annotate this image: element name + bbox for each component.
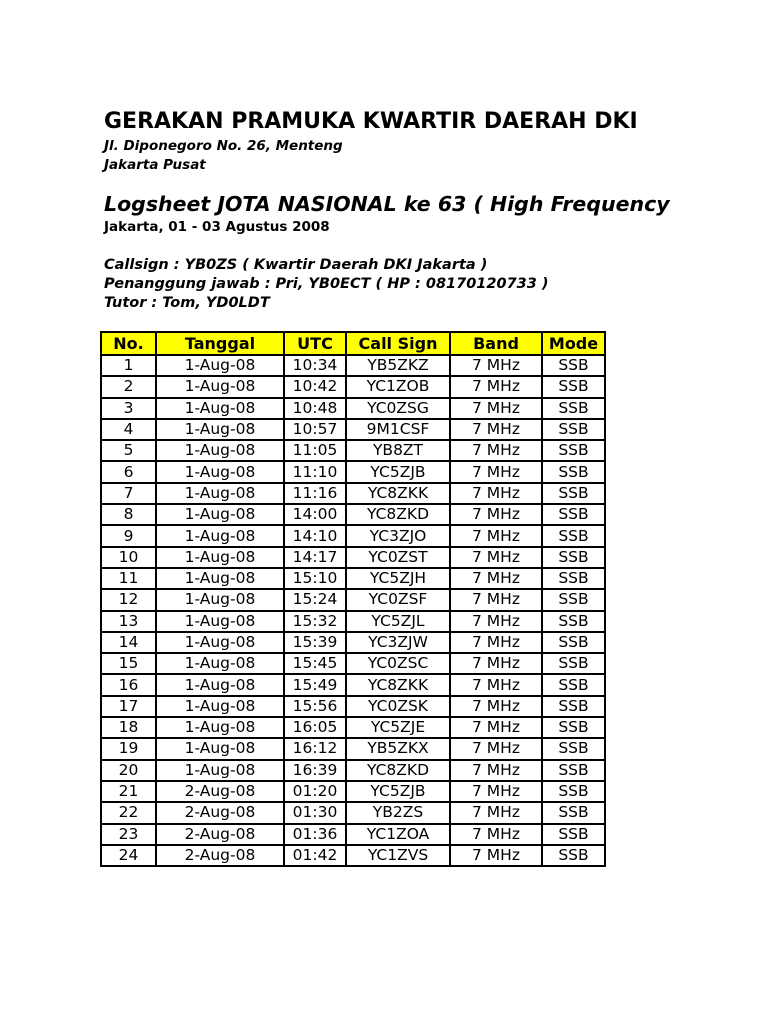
cell-mode: SSB bbox=[542, 568, 605, 589]
cell-mode: SSB bbox=[542, 632, 605, 653]
cell-utc: 10:48 bbox=[284, 398, 346, 419]
cell-band: 7 MHz bbox=[450, 696, 542, 717]
cell-tanggal: 1-Aug-08 bbox=[156, 738, 284, 759]
cell-no: 11 bbox=[101, 568, 156, 589]
cell-band: 7 MHz bbox=[450, 589, 542, 610]
table-row bbox=[101, 738, 605, 759]
cell-band: 7 MHz bbox=[450, 440, 542, 461]
table-row bbox=[101, 802, 605, 823]
cell-mode: SSB bbox=[542, 398, 605, 419]
cell-call-sign: YC3ZJO bbox=[346, 525, 450, 546]
cell-mode: SSB bbox=[542, 483, 605, 504]
table-row bbox=[101, 547, 605, 568]
cell-band: 7 MHz bbox=[450, 547, 542, 568]
cell-mode: SSB bbox=[542, 461, 605, 482]
cell-utc: 10:57 bbox=[284, 419, 346, 440]
cell-no: 14 bbox=[101, 632, 156, 653]
table-row bbox=[101, 398, 605, 419]
cell-tanggal: 1-Aug-08 bbox=[156, 504, 284, 525]
cell-utc: 14:10 bbox=[284, 525, 346, 546]
cell-no: 12 bbox=[101, 589, 156, 610]
table-row bbox=[101, 504, 605, 525]
cell-no: 7 bbox=[101, 483, 156, 504]
cell-band: 7 MHz bbox=[450, 611, 542, 632]
cell-no: 17 bbox=[101, 696, 156, 717]
cell-band: 7 MHz bbox=[450, 525, 542, 546]
cell-mode: SSB bbox=[542, 440, 605, 461]
cell-no: 20 bbox=[101, 760, 156, 781]
cell-utc: 15:32 bbox=[284, 611, 346, 632]
cell-band: 7 MHz bbox=[450, 419, 542, 440]
cell-mode: SSB bbox=[542, 802, 605, 823]
cell-utc: 15:39 bbox=[284, 632, 346, 653]
table-row bbox=[101, 717, 605, 738]
table-row bbox=[101, 440, 605, 461]
table-row bbox=[101, 845, 605, 866]
cell-mode: SSB bbox=[542, 653, 605, 674]
table-row bbox=[101, 653, 605, 674]
cell-tanggal: 1-Aug-08 bbox=[156, 568, 284, 589]
cell-band: 7 MHz bbox=[450, 568, 542, 589]
cell-tanggal: 1-Aug-08 bbox=[156, 674, 284, 695]
cell-tanggal: 2-Aug-08 bbox=[156, 802, 284, 823]
cell-mode: SSB bbox=[542, 589, 605, 610]
cell-band: 7 MHz bbox=[450, 760, 542, 781]
cell-tanggal: 1-Aug-08 bbox=[156, 483, 284, 504]
cell-band: 7 MHz bbox=[450, 674, 542, 695]
cell-band: 7 MHz bbox=[450, 483, 542, 504]
cell-band: 7 MHz bbox=[450, 738, 542, 759]
cell-utc: 11:05 bbox=[284, 440, 346, 461]
cell-band: 7 MHz bbox=[450, 824, 542, 845]
table-row bbox=[101, 525, 605, 546]
cell-tanggal: 2-Aug-08 bbox=[156, 824, 284, 845]
cell-no: 22 bbox=[101, 802, 156, 823]
cell-call-sign: YC1ZVS bbox=[346, 845, 450, 866]
table-body bbox=[101, 355, 605, 866]
column-header-mode: Mode bbox=[542, 332, 605, 355]
column-header-no: No. bbox=[101, 332, 156, 355]
address-line-2: Jakarta Pusat bbox=[104, 157, 206, 173]
cell-utc: 16:12 bbox=[284, 738, 346, 759]
table-row bbox=[101, 376, 605, 397]
cell-call-sign: YC1ZOA bbox=[346, 824, 450, 845]
cell-band: 7 MHz bbox=[450, 653, 542, 674]
cell-mode: SSB bbox=[542, 696, 605, 717]
organization-title: GERAKAN PRAMUKA KWARTIR DAERAH DKI bbox=[104, 109, 638, 134]
tutor-line: Tutor : Tom, YD0LDT bbox=[104, 295, 270, 311]
cell-tanggal: 1-Aug-08 bbox=[156, 632, 284, 653]
cell-call-sign: YB2ZS bbox=[346, 802, 450, 823]
cell-band: 7 MHz bbox=[450, 461, 542, 482]
cell-mode: SSB bbox=[542, 376, 605, 397]
cell-utc: 16:39 bbox=[284, 760, 346, 781]
cell-tanggal: 1-Aug-08 bbox=[156, 419, 284, 440]
table-row bbox=[101, 632, 605, 653]
cell-no: 16 bbox=[101, 674, 156, 695]
cell-utc: 16:05 bbox=[284, 717, 346, 738]
cell-mode: SSB bbox=[542, 525, 605, 546]
cell-no: 2 bbox=[101, 376, 156, 397]
cell-call-sign: YC8ZKK bbox=[346, 483, 450, 504]
column-header-band: Band bbox=[450, 332, 542, 355]
cell-no: 21 bbox=[101, 781, 156, 802]
table-row bbox=[101, 483, 605, 504]
cell-call-sign: YC5ZJL bbox=[346, 611, 450, 632]
table-row bbox=[101, 760, 605, 781]
column-header-call-sign: Call Sign bbox=[346, 332, 450, 355]
cell-mode: SSB bbox=[542, 845, 605, 866]
cell-utc: 10:34 bbox=[284, 355, 346, 376]
cell-call-sign: YC5ZJB bbox=[346, 461, 450, 482]
cell-mode: SSB bbox=[542, 717, 605, 738]
table-row bbox=[101, 611, 605, 632]
responsible-line: Penanggung jawab : Pri, YB0ECT ( HP : 08170120733 ) bbox=[104, 276, 549, 292]
cell-call-sign: YC8ZKD bbox=[346, 504, 450, 525]
cell-tanggal: 1-Aug-08 bbox=[156, 355, 284, 376]
cell-mode: SSB bbox=[542, 419, 605, 440]
logsheet-title: Logsheet JOTA NASIONAL ke 63 ( High Frequency bbox=[104, 192, 670, 216]
cell-utc: 01:36 bbox=[284, 824, 346, 845]
cell-no: 19 bbox=[101, 738, 156, 759]
column-header-tanggal: Tanggal bbox=[156, 332, 284, 355]
cell-mode: SSB bbox=[542, 611, 605, 632]
cell-mode: SSB bbox=[542, 738, 605, 759]
cell-band: 7 MHz bbox=[450, 802, 542, 823]
cell-no: 24 bbox=[101, 845, 156, 866]
cell-tanggal: 1-Aug-08 bbox=[156, 461, 284, 482]
cell-band: 7 MHz bbox=[450, 504, 542, 525]
table-row bbox=[101, 568, 605, 589]
cell-tanggal: 1-Aug-08 bbox=[156, 376, 284, 397]
cell-no: 9 bbox=[101, 525, 156, 546]
cell-call-sign: YC0ZSG bbox=[346, 398, 450, 419]
log-table bbox=[100, 331, 606, 867]
cell-call-sign: YC0ZSC bbox=[346, 653, 450, 674]
cell-band: 7 MHz bbox=[450, 845, 542, 866]
cell-band: 7 MHz bbox=[450, 717, 542, 738]
cell-call-sign: YC0ZST bbox=[346, 547, 450, 568]
cell-call-sign: YC8ZKD bbox=[346, 760, 450, 781]
cell-mode: SSB bbox=[542, 760, 605, 781]
table-row bbox=[101, 419, 605, 440]
table-row bbox=[101, 355, 605, 376]
cell-utc: 15:24 bbox=[284, 589, 346, 610]
cell-no: 15 bbox=[101, 653, 156, 674]
column-header-utc: UTC bbox=[284, 332, 346, 355]
cell-utc: 14:00 bbox=[284, 504, 346, 525]
cell-mode: SSB bbox=[542, 824, 605, 845]
cell-tanggal: 1-Aug-08 bbox=[156, 589, 284, 610]
cell-utc: 15:49 bbox=[284, 674, 346, 695]
table-header-row bbox=[101, 332, 605, 355]
cell-utc: 15:10 bbox=[284, 568, 346, 589]
cell-mode: SSB bbox=[542, 504, 605, 525]
cell-call-sign: YC3ZJW bbox=[346, 632, 450, 653]
cell-tanggal: 2-Aug-08 bbox=[156, 781, 284, 802]
cell-call-sign: YC1ZOB bbox=[346, 376, 450, 397]
cell-no: 3 bbox=[101, 398, 156, 419]
address-line-1: Jl. Diponegoro No. 26, Menteng bbox=[104, 138, 343, 154]
cell-band: 7 MHz bbox=[450, 376, 542, 397]
cell-tanggal: 1-Aug-08 bbox=[156, 547, 284, 568]
cell-no: 6 bbox=[101, 461, 156, 482]
table-row bbox=[101, 461, 605, 482]
cell-mode: SSB bbox=[542, 547, 605, 568]
cell-call-sign: YC5ZJE bbox=[346, 717, 450, 738]
cell-utc: 01:30 bbox=[284, 802, 346, 823]
cell-call-sign: YC5ZJH bbox=[346, 568, 450, 589]
cell-call-sign: YB5ZKZ bbox=[346, 355, 450, 376]
cell-call-sign: YB5ZKX bbox=[346, 738, 450, 759]
table-row bbox=[101, 824, 605, 845]
cell-no: 1 bbox=[101, 355, 156, 376]
table-row bbox=[101, 589, 605, 610]
cell-mode: SSB bbox=[542, 355, 605, 376]
cell-call-sign: YC0ZSK bbox=[346, 696, 450, 717]
cell-no: 18 bbox=[101, 717, 156, 738]
cell-no: 5 bbox=[101, 440, 156, 461]
cell-no: 13 bbox=[101, 611, 156, 632]
cell-tanggal: 1-Aug-08 bbox=[156, 717, 284, 738]
cell-call-sign: YC0ZSF bbox=[346, 589, 450, 610]
cell-band: 7 MHz bbox=[450, 355, 542, 376]
cell-tanggal: 1-Aug-08 bbox=[156, 440, 284, 461]
cell-tanggal: 1-Aug-08 bbox=[156, 760, 284, 781]
cell-mode: SSB bbox=[542, 781, 605, 802]
cell-no: 8 bbox=[101, 504, 156, 525]
cell-tanggal: 1-Aug-08 bbox=[156, 696, 284, 717]
cell-no: 23 bbox=[101, 824, 156, 845]
cell-utc: 11:16 bbox=[284, 483, 346, 504]
table-row bbox=[101, 696, 605, 717]
cell-utc: 10:42 bbox=[284, 376, 346, 397]
cell-utc: 15:56 bbox=[284, 696, 346, 717]
cell-call-sign: YB8ZT bbox=[346, 440, 450, 461]
cell-tanggal: 1-Aug-08 bbox=[156, 398, 284, 419]
cell-utc: 14:17 bbox=[284, 547, 346, 568]
cell-utc: 11:10 bbox=[284, 461, 346, 482]
cell-no: 4 bbox=[101, 419, 156, 440]
cell-tanggal: 2-Aug-08 bbox=[156, 845, 284, 866]
cell-band: 7 MHz bbox=[450, 632, 542, 653]
event-date: Jakarta, 01 - 03 Agustus 2008 bbox=[104, 219, 330, 235]
callsign-line: Callsign : YB0ZS ( Kwartir Daerah DKI Jakarta ) bbox=[104, 257, 488, 273]
cell-utc: 15:45 bbox=[284, 653, 346, 674]
cell-tanggal: 1-Aug-08 bbox=[156, 653, 284, 674]
cell-call-sign: YC5ZJB bbox=[346, 781, 450, 802]
cell-band: 7 MHz bbox=[450, 398, 542, 419]
cell-call-sign: YC8ZKK bbox=[346, 674, 450, 695]
cell-call-sign: 9M1CSF bbox=[346, 419, 450, 440]
cell-tanggal: 1-Aug-08 bbox=[156, 525, 284, 546]
cell-tanggal: 1-Aug-08 bbox=[156, 611, 284, 632]
table-row bbox=[101, 781, 605, 802]
cell-band: 7 MHz bbox=[450, 781, 542, 802]
cell-mode: SSB bbox=[542, 674, 605, 695]
cell-utc: 01:20 bbox=[284, 781, 346, 802]
table-row bbox=[101, 674, 605, 695]
cell-no: 10 bbox=[101, 547, 156, 568]
cell-utc: 01:42 bbox=[284, 845, 346, 866]
